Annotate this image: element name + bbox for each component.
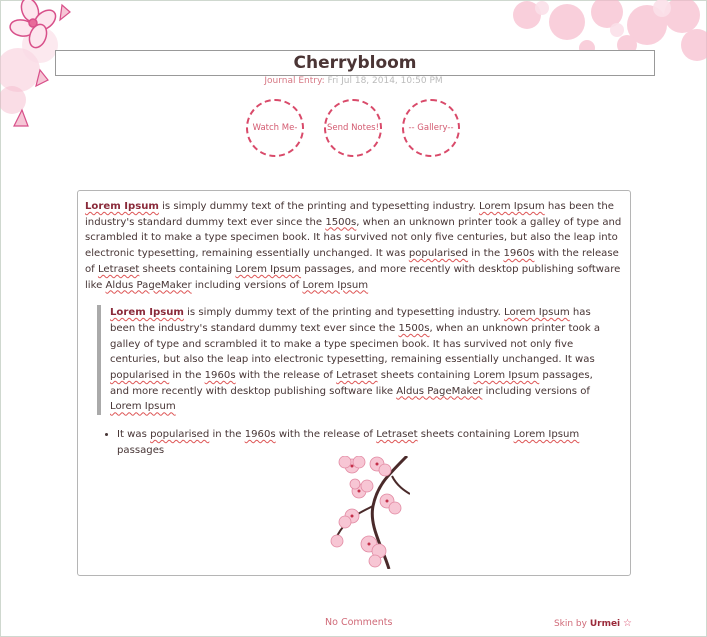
text: in the [169,370,205,382]
text-link[interactable]: Lorem Ipsum [473,370,540,382]
skin-credit [554,618,632,629]
text: passages, and more recently with desktop publishing software like [110,370,593,397]
text: passages, and more recently with desktop publishing software like [85,263,621,291]
text: in the [209,429,245,441]
text: sheets containing [417,429,514,441]
text: , when an unknown printer took a galley of type and scrambled it to make a type specimen book. It has survived not only five centuries, but also the leap into electronic typesetting, remaining essentially unchanged. It was [110,322,601,366]
skin-credit-prefix: Skin by [553,619,590,629]
gallery-button[interactable]: -- Gallery-- [402,99,460,157]
text-link[interactable]: Lorem Ipsum [302,279,369,291]
text-link[interactable]: Letraset [97,263,140,275]
text-link[interactable]: Aldus PageMaker [105,279,192,291]
bullet-list [85,427,623,458]
text: is simply dummy text of the printing and typesetting industry. [158,201,479,212]
text: passages [117,444,165,456]
title-box [55,50,655,76]
text: in the [468,248,504,260]
text: with the release of [85,248,619,275]
watch-me-button[interactable]: Watch Me- [246,99,304,157]
page-title: Cherrybloom [293,53,417,73]
no-comments-link[interactable]: No Comments [325,617,393,628]
text-link[interactable]: Lorem Ipsum [479,201,545,212]
journal-entry-label: Journal Entry: [264,76,325,86]
text: It was [117,429,151,441]
text-link[interactable]: Letraset [376,429,418,441]
text-link[interactable]: 1960s [204,370,236,382]
text: is simply dummy text of the printing and typesetting industry. [183,307,504,319]
journal-entry-date: Fri Jul 18, 2014, 10:50 PM [327,76,443,86]
text: sheets containing [377,370,474,382]
text-link[interactable]: Lorem Ipsum [110,401,176,413]
text-link[interactable]: 1500s [398,322,430,334]
text-link[interactable]: Lorem Ipsum [235,263,302,275]
text: including versions of [482,385,590,397]
text-link[interactable]: popularised [408,248,469,260]
journal-entry-line [0,76,707,86]
text: including versions of [191,279,303,291]
skin-author-link[interactable]: Urmei [589,619,621,629]
text-link[interactable]: Aldus PageMaker [396,385,483,397]
text-link[interactable]: 1960s [244,429,276,441]
text-link[interactable]: Letraset [336,370,378,382]
text-link[interactable]: popularised [110,370,170,382]
text-link[interactable]: Lorem Ipsum [504,307,570,319]
send-notes-button[interactable]: Send Notes! [324,99,382,157]
cherry-blossom-branch-image [297,456,410,569]
text-link[interactable]: Lorem Ipsum [110,307,184,319]
text-link[interactable]: 1960s [503,248,535,260]
post-paragraph [85,199,623,293]
text: , when an unknown printer took a galley of type and scrambled it to make a type specimen book. It has survived not only five centuries, but also the leap into electronic typesetting, remaining essentially unchanged. It was [85,216,622,260]
text: with the release of [275,429,377,441]
text-link[interactable]: Lorem Ipsum [85,201,159,212]
list-item [117,427,623,458]
journal-post [77,190,631,576]
text-link[interactable]: popularised [150,429,210,441]
blockquote [97,305,610,415]
text: has been the industry's standard dummy text ever since the [110,307,591,334]
text-link[interactable]: Lorem Ipsum [513,429,580,441]
text-link[interactable]: 1500s [325,216,357,228]
star-icon: ☆ [623,618,632,629]
text: sheets containing [139,263,236,275]
text: with the release of [235,370,337,382]
text: has been the industry's standard dummy text ever since the [85,201,614,228]
